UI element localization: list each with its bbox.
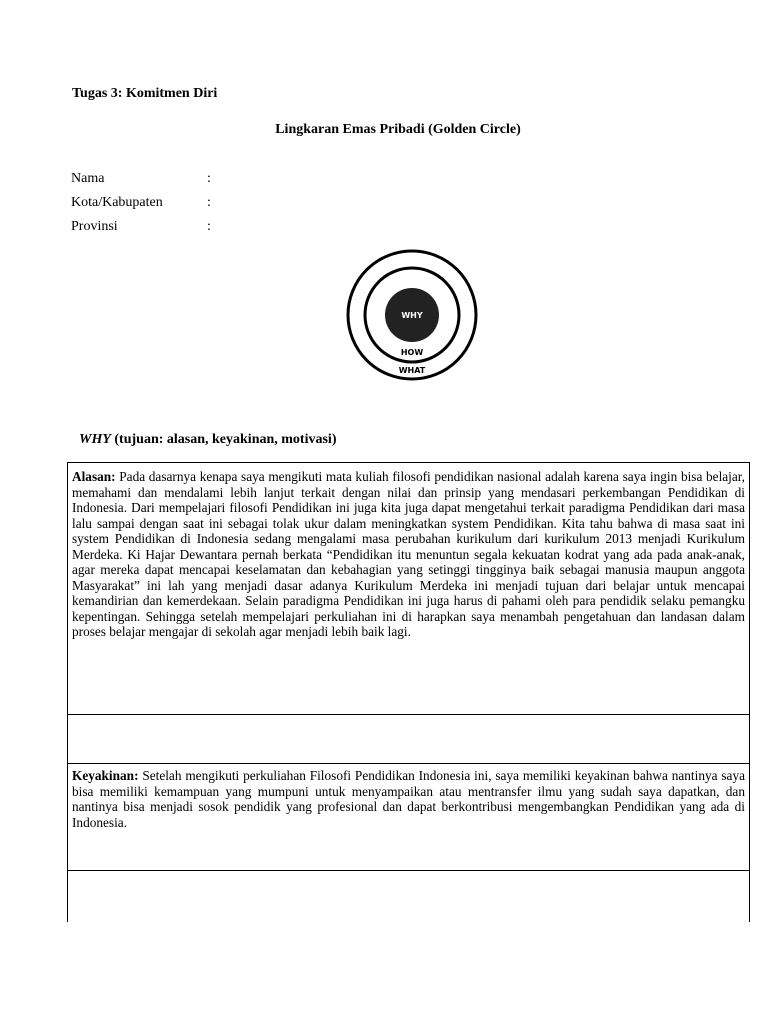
keyakinan-cell — [72, 768, 745, 830]
alasan-cell — [72, 469, 745, 640]
document-title: Lingkaran Emas Pribadi (Golden Circle) — [275, 122, 521, 137]
why-table — [67, 462, 750, 922]
section-heading-why — [79, 432, 336, 448]
alasan-label: Alasan: — [72, 469, 116, 484]
section-heading-keyword: WHY — [79, 432, 111, 447]
field-colon-nama: : — [207, 171, 211, 186]
section-heading-rest: (tujuan: alasan, keyakinan, motivasi) — [110, 432, 337, 447]
keyakinan-text: Setelah mengikuti perkuliahan Filosofi Pendidikan Indonesia ini, saya memiliki keyakinan bahwa nantinya saya bisa memiliki kemampuan yang mumpuni untuk menyampaikan atau mentransfer ilmu yang sudah saya dapatkan, dan nantinya bisa menjadi sosok pendidik yang profesional dan dapat berkontribusi mengembangkan Pendidikan yang ada di Indonesia. — [72, 768, 745, 830]
golden-circle-logo — [346, 247, 478, 383]
table-divider — [68, 870, 749, 871]
field-label-nama: Nama — [71, 171, 105, 186]
table-divider — [68, 763, 749, 764]
how-label: HOW — [400, 348, 424, 357]
field-label-provinsi: Provinsi — [71, 219, 118, 234]
alasan-text: Pada dasarnya kenapa saya mengikuti mata kuliah filosofi pendidikan nasional adalah karena saya ingin bisa belajar, memahami dan mendalami lebih lanjut terkait dengan nilai dan prinsip yang mendasari perkembangan Pendidikan di Indonesia. Dari mempelajari filosofi Pendidikan ini juga kita juga dapat mengetahui terkait paradigma Pendidikan dari masa lalu sampai dengan saat ini sebagai tolak ukur dalam meningkatkan system Pendidikan. Kita tahu bahwa di masa saat ini system Pendidikan di Indonesia sedang mengalami masa perubahan kurikulum dari kurikulum 2013 menjadi Kurikulum Merdeka. Ki Hajar Dewantara pernah berkata “Pendidikan itu menuntun segala kekuatan kodrat yang ada pada anak-anak, agar mereka dapat mencapai keselamatan dan kebahagian yang setinggi tingginya baik sebagai manusia maupun anggota Masyarakat” ini lah yang menjadi dasar adanya Kurikulum Merdeka ini menjadi tujuan dari belajar untuk mencapai kemandirian dan kemerdekaan. Selain paradigma Pendidikan ini juga harus di pahami oleh para pendidik selaku pemangku kepentingan. Sehingga setelah mempelajari perkuliahan ini di harapkan saya menambah pengetahuan dan landasan dalam proses belajar mengajar di sekolah agar menjadi lebih baik lagi. — [72, 469, 745, 639]
task-title: Tugas 3: Komitmen Diri — [72, 86, 218, 101]
field-label-kota: Kota/Kabupaten — [71, 195, 163, 210]
field-colon-provinsi: : — [207, 219, 211, 234]
why-label: WHY — [401, 311, 423, 320]
table-divider — [68, 714, 749, 715]
keyakinan-label: Keyakinan: — [72, 768, 139, 783]
what-label: WHAT — [398, 366, 426, 375]
field-colon-kota: : — [207, 195, 211, 210]
